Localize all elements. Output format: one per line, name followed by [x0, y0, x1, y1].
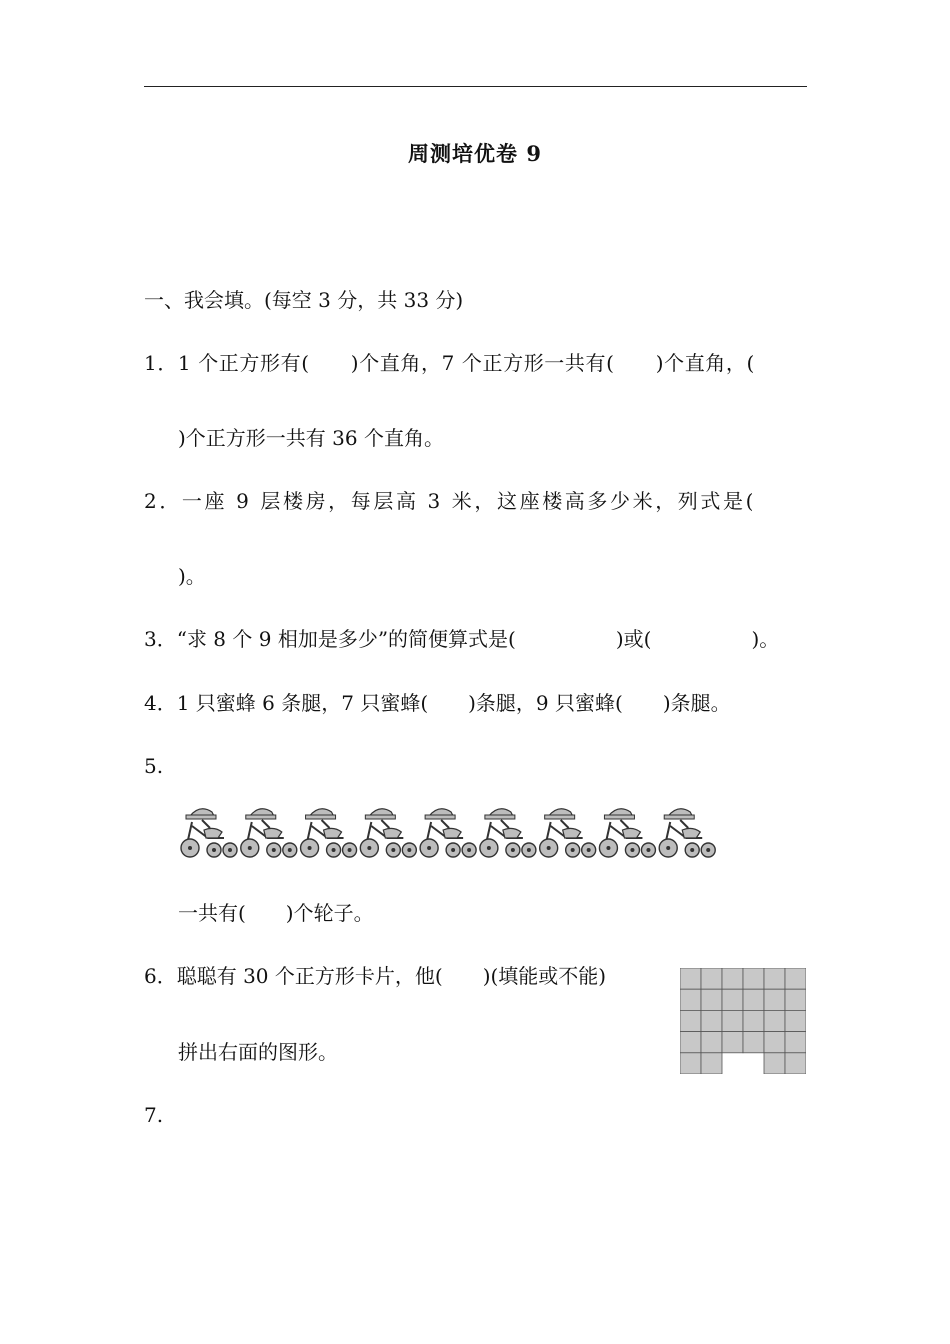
tricycle-icon: [659, 809, 715, 857]
tricycles-illustration: [178, 804, 716, 860]
page-title: 周测培优卷 9: [408, 141, 542, 166]
grid-square: [722, 1010, 743, 1031]
grid-square: [680, 1010, 701, 1031]
grid-square: [785, 1010, 806, 1031]
question-6-line-1: 6．聪聪有 30 个正方形卡片，他( )(填能或不能): [144, 964, 607, 988]
grid-square: [680, 989, 701, 1010]
question-5-number: 5.: [144, 754, 164, 778]
grid-square: [785, 989, 806, 1010]
question-1-line-1: 1．1 个正方形有( )个直角，7 个正方形一共有( )个直角，(: [144, 351, 755, 375]
tricycle-icon: [181, 809, 237, 857]
grid-square: [743, 989, 764, 1010]
grid-square: [743, 968, 764, 989]
question-5-answer-line: 一共有( )个轮子。: [178, 901, 374, 925]
grid-square: [701, 968, 722, 989]
grid-square: [722, 968, 743, 989]
tricycle-icon: [480, 809, 536, 857]
grid-square: [764, 1010, 785, 1031]
grid-square: [764, 989, 785, 1010]
tricycle-icon: [420, 809, 476, 857]
question-6-line-2: 拼出右面的图形。: [178, 1040, 338, 1064]
grid-square: [680, 1032, 701, 1053]
grid-square: [680, 1053, 701, 1074]
question-2-line-1: 2．一座 9 层楼房，每层高 3 米，这座楼高多少米，列式是(: [144, 489, 757, 513]
grid-square: [785, 1053, 806, 1074]
grid-square: [785, 1032, 806, 1053]
grid-square: [764, 1032, 785, 1053]
question-2-line-2: )。: [178, 564, 206, 588]
grid-square: [722, 989, 743, 1010]
tricycle-icon: [301, 809, 357, 857]
grid-square: [764, 968, 785, 989]
question-7-number: 7.: [144, 1103, 164, 1127]
grid-square: [701, 1032, 722, 1053]
grid-square: [722, 1032, 743, 1053]
square-grid-figure: [680, 968, 806, 1074]
grid-square: [743, 1032, 764, 1053]
grid-square: [743, 1010, 764, 1031]
grid-square: [701, 1010, 722, 1031]
tricycle-icon: [360, 809, 416, 857]
tricycle-icon: [540, 809, 596, 857]
question-1-line-2: )个正方形一共有 36 个直角。: [178, 426, 444, 450]
tricycle-icon: [599, 809, 655, 857]
question-4: 4．1 只蜜蜂 6 条腿，7 只蜜蜂( )条腿，9 只蜜蜂( )条腿。: [144, 691, 731, 715]
tricycle-icon: [241, 809, 297, 857]
grid-square: [701, 989, 722, 1010]
grid-square: [764, 1053, 785, 1074]
question-3: 3．“求 8 个 9 相加是多少”的简便算式是( )或( )。: [144, 627, 780, 651]
header-rule: [144, 86, 807, 87]
grid-square: [785, 968, 806, 989]
grid-square: [680, 968, 701, 989]
section-header: 一、我会填。(每空 3 分，共 33 分): [144, 288, 464, 312]
grid-square: [701, 1053, 722, 1074]
